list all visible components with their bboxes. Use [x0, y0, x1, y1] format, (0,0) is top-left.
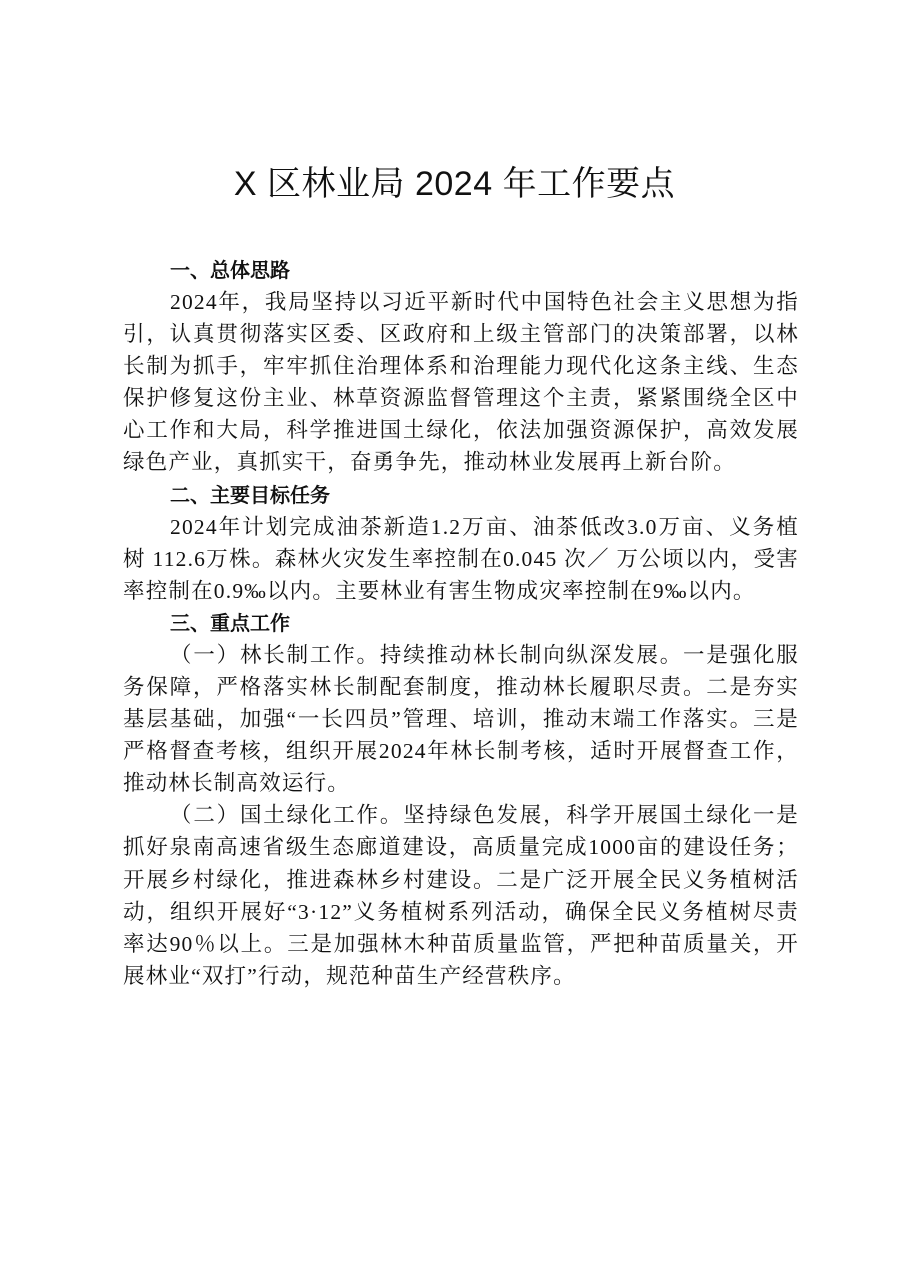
paragraph-forest-chief-system: （一）林长制工作。持续推动林长制向纵深发展。一是强化服务保障，严格落实林长制配套制度，推动林长履职尽责。二是夯实基层基础，加强“一长四员”管理、培训，推动末端工作落实。三是严格督查考核，组织开展2024年林长制考核，适时开展督查工作，推动林长制高效运行。	[123, 642, 799, 796]
section-heading-main-targets: 二、主要目标任务	[170, 482, 330, 507]
paragraph-main-targets: 2024年计划完成油茶新造1.2万亩、油茶低改3.0万亩、义务植树 112.6万株。森林火灾发生率控制在0.045 次／ 万公顷以内，受害率控制在0.9‰以内。主要林业有害生物成灾率控制在9‰以内。	[123, 514, 799, 603]
paragraph-overall-approach: 2024年，我局坚持以习近平新时代中国特色社会主义思想为指引，认真贯彻落实区委、区政府和上级主管部门的决策部署，以林长制为抓手，牢牢抓住治理体系和治理能力现代化这条主线、生态保护修复这份主业、林草资源监督管理这个主责，紧紧围绕全区中心工作和大局，科学推进国土绿化，依法加强资源保护，高效发展绿色产业，真抓实干，奋勇争先，推动林业发展再上新台阶。	[123, 290, 799, 475]
section-heading-overall-approach: 一、总体思路	[170, 258, 290, 282]
paragraph-land-greening: （二）国土绿化工作。坚持绿色发展，科学开展国土绿化一是抓好泉南高速省级生态廊道建设，高质量完成1000亩的建设任务；开展乡村绿化，推进森林乡村建设。二是广泛开展全民义务植树活动，组织开展好“3·12”义务植树系列活动，确保全民义务植树尽责率达90％以上。三是加强林木种苗质量监管，严把种苗质量关，开展林业“双打”行动，规范种苗生产经营秩序。	[123, 803, 799, 988]
section-heading-key-work: 三、重点工作	[170, 610, 290, 635]
document-body	[123, 254, 799, 992]
document-title: X 区林业局 2024 年工作要点	[233, 165, 676, 203]
